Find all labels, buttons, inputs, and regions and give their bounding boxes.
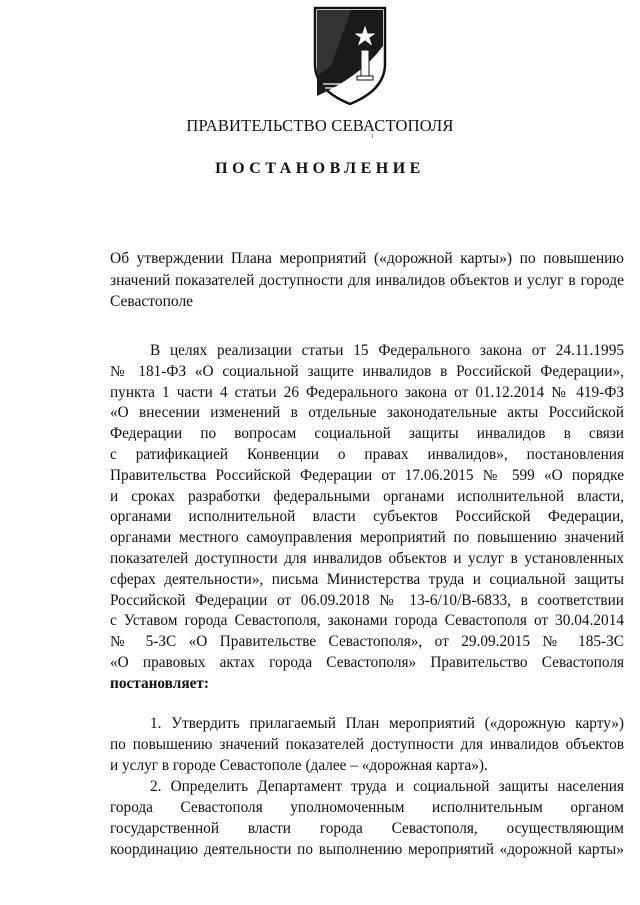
preamble-line: органами местного самоуправления мероприятий по повышению значений [110,529,624,547]
preamble-line: Правительства Российской Федерации от 17.06.2015 № 599 «О порядке [110,466,624,484]
preamble [110,341,624,695]
item2-line: координацию деятельности по выполнению мероприятий «дорожной карты» [110,841,624,858]
preamble-line: В целях реализации статьи 15 Федерального закона от 24.11.1995 [150,342,624,359]
document-type: ПОСТАНОВЛЕНИЕ [215,160,425,177]
item2-line: города Севастополя уполномоченным исполнительным органом [110,799,624,816]
preamble-line: пункта 1 части 4 статьи 26 Федерального закона от 01.12.2014 № 419-ФЗ [110,383,624,401]
decree-word: постановляет [110,674,204,692]
item2-line: 2. Определить Департамент труда и социальной защиты населения [150,778,624,795]
preamble-line: № 181-ФЗ «О социальной защите инвалидов в Российской Федерации», [110,362,624,380]
preamble-line: Федерации по вопросам социальной защиты инвалидов в связи [110,425,624,443]
item2-line: государственной власти города Севастополя, осуществляющим [110,820,624,837]
preamble-line: показателей доступности для инвалидов объектов и услуг в установленных [110,549,624,567]
preamble-line: и сроках разработки федеральными органами исполнительной власти, [110,487,624,505]
decree-items [110,713,624,860]
item1-line: 1. Утвердить прилагаемый План мероприятий («дорожную карту») [150,715,624,732]
preamble-line: сферах деятельности», письма Министерства труда и социальной защиты [110,570,624,588]
preamble-line: с ратификацией Конвенции о правах инвалидов», постановления [110,445,624,463]
decree-colon: : [203,674,210,692]
preamble-line: «О правовых актах города Севастополя» Правительство Севастополя [110,653,624,671]
sevastopol-coat-of-arms-icon [311,6,389,106]
item1-line: и услуг в городе Севастополе (далее – «дорожная карта»). [110,757,488,774]
preamble-line: Российской Федерации от 06.09.2018 № 13-6/10/В-6833, в соответствии [110,591,624,609]
preamble-line: с Уставом города Севастополя, законами города Севастополя от 30.04.2014 [110,612,624,630]
document-subject: Об утверждении Плана мероприятий («дорожной карты») по повышению значений показателей доступности для инвалидов объектов и услуг в городе Севастополе [110,250,624,310]
decree-line [110,674,624,695]
item1-line: по повышению значений показателей доступности для инвалидов объектов [110,736,624,753]
preamble-line: «О внесении изменений в отдельные законодательные акты Российской [110,404,624,422]
government-name: ПРАВИТЕЛЬСТВО СЕВАСТОПОЛЯ [186,116,454,135]
preamble-line: № 5-ЗС «О Правительстве Севастополя», от 29.09.2015 № 185-ЗС [110,633,624,651]
preamble-line: органами исполнительной власти субъектов Российской Федерации, [110,508,624,526]
